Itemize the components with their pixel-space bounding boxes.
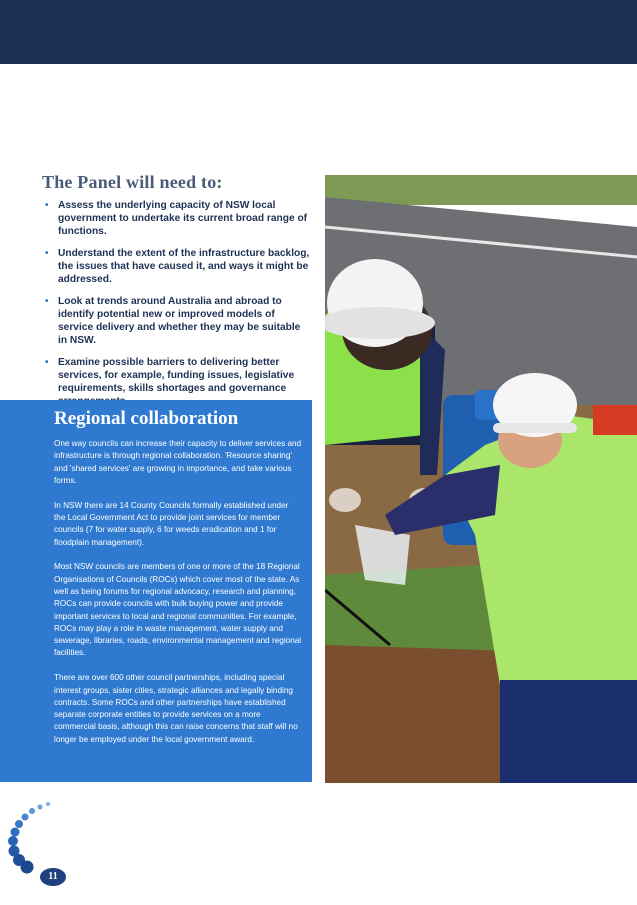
- grass-background: [325, 175, 637, 205]
- red-equipment: [593, 405, 637, 435]
- list-item: [42, 247, 310, 286]
- worker-2-hat-brim: [493, 423, 577, 433]
- list-item-text: Understand the extent of the infrastructure backlog, the issues that have caused it, and ways it might be addressed.: [58, 248, 310, 285]
- bullet-icon: •: [45, 200, 49, 211]
- regional-paragraph: One way councils can increase their capacity to deliver services and infrastructure is through regional collaboration. 'Resource sharing' and 'shared services' are growing in importance, and take various forms.: [54, 439, 302, 485]
- header-band: [0, 0, 637, 64]
- glove-left: [329, 488, 361, 512]
- list-item: [42, 199, 310, 238]
- worker-2-trousers: [500, 680, 637, 783]
- panel-list: [42, 199, 310, 408]
- list-item-text: Assess the underlying capacity of NSW local government to undertake its current broad range of functions.: [58, 200, 308, 237]
- bullet-icon: •: [45, 296, 49, 307]
- panel-section: [42, 172, 310, 417]
- list-item: [42, 295, 310, 347]
- list-item-text: Look at trends around Australia and abroad to identify potential new or improved models of service delivery and whether they may be suitable in NSW.: [58, 296, 301, 346]
- regional-paragraph: In NSW there are 14 County Councils formally established under the Local Government Act to provide joint services for member councils (7 for water supply, 6 for weeds eradication and 1 for floodplain management).: [54, 500, 289, 547]
- panel-title: The Panel will need to:: [42, 172, 223, 192]
- regional-collaboration-box: [0, 400, 312, 782]
- regional-paragraph: There are over 600 other council partnerships, including special interest groups, sister cities, strategic alliances and legally binding contracts. Some ROCs and other partnerships have established separate corporate entities to provide services on a more commercial basis, although this can raise concerns that staff will no longer be employed under the local government award.: [54, 673, 298, 744]
- list-item-text: Examine possible barriers to delivering better services, for example, funding issues, legislative requirements, skills shortages and governance: [58, 357, 295, 394]
- regional-paragraph: Most NSW councils are members of one or more of the 18 Regional Organisations of Councils (ROCs) which cover most of the state. As well as being forums for regional advocacy, research and planning, ROCs can provide councils with bulk buying power and provide important services to local and regional communities. For example, ROCs may play a role in waste management, water supply and sewerage, libraries, roads, environmental management and regional facilities.: [54, 562, 302, 658]
- workers-photo: [325, 175, 637, 783]
- bullet-icon: •: [45, 248, 49, 259]
- bullet-icon: •: [45, 357, 49, 368]
- page-number: 11: [40, 868, 66, 886]
- workers-illustration: [325, 175, 637, 783]
- regional-title: Regional collaboration: [54, 408, 239, 429]
